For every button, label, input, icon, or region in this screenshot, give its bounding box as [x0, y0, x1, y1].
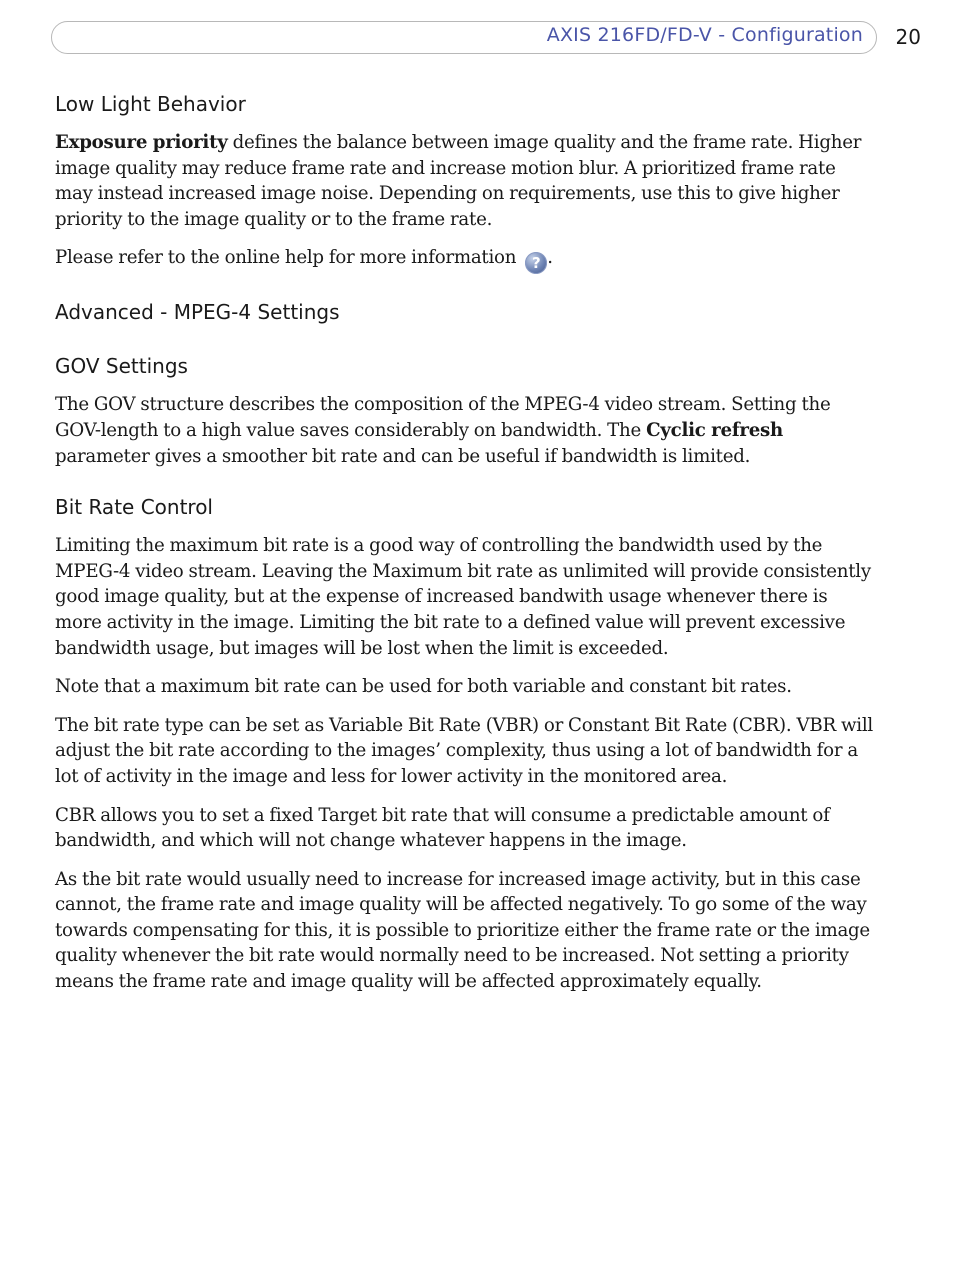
- paragraph-bitrate-5: As the bit rate would usually need to increase for increased image activity, but in this case cannot, the frame rate and image quality will be affected negatively. To go some of the way towards compensating for this, it is possible to prioritize either the frame rate or the image quality whenever the bit rate would normally need to be increased. Not setting a priority means the frame rate and image quality will be affected approximately equally.: [55, 868, 870, 993]
- heading-low-light-behavior: Low Light Behavior: [55, 92, 246, 116]
- paragraph-bitrate-2: Note that a maximum bit rate can be used for both variable and constant bit rates.: [55, 676, 792, 698]
- page-content: [55, 88, 875, 1008]
- paragraph-online-help: [55, 245, 875, 274]
- paragraph-bitrate-1: Limiting the maximum bit rate is a good way of controlling the bandwidth used by the MPEG-4 video stream. Leaving the Maximum bit rate as unlimited will provide consistently good image quality, but at the expense of increased bandwith usage whenever there is more activity in the image. Limiting the bit rate to a defined value will prevent excessive bandwidth usage, but images will be lost when the limit is exceeded.: [55, 535, 871, 659]
- term-exposure-priority: Exposure priority: [55, 132, 228, 153]
- paragraph-text: Please refer to the online help for more information: [55, 247, 522, 269]
- term-cyclic-refresh: Cyclic refresh: [646, 419, 784, 441]
- paragraph-exposure-priority: [55, 130, 875, 232]
- help-icon[interactable]: ?: [525, 252, 547, 274]
- paragraph-text: defines the balance between image quality and the frame rate. Higher image quality may reduce frame rate and increase motion blur. A prioritized frame rate may instead increased image noise. Depending on requirements, use this to give higher priority to the image quality or to the frame rate.: [55, 132, 862, 230]
- paragraph-gov: [55, 392, 875, 469]
- paragraph-text: parameter gives a smoother bit rate and can be useful if bandwidth is limited.: [55, 445, 751, 467]
- paragraph-bitrate-3: The bit rate type can be set as Variable Bit Rate (VBR) or Constant Bit Rate (CBR). VBR will adjust the bit rate according to the images’ complexity, thus using a lot of bandwidth for a lot of activity in the image and less for lower activity in the monitored area.: [55, 714, 873, 787]
- paragraph-period: .: [547, 247, 553, 269]
- heading-bit-rate-control: Bit Rate Control: [55, 495, 213, 520]
- paragraph-bitrate-4: CBR allows you to set a fixed Target bit rate that will consume a predictable amount of bandwidth, and which will not change whatever happens in the image.: [55, 804, 830, 852]
- page-number: 20: [895, 25, 921, 49]
- header-title: AXIS 216FD/FD-V - Configuration: [546, 24, 863, 46]
- heading-advanced-mpeg4: Advanced - MPEG-4 Settings: [55, 300, 340, 325]
- paragraph-text: The GOV structure describes the composition of the MPEG-4 video stream. Setting the GOV-length to a high value saves considerably on bandwidth. The: [55, 394, 831, 441]
- heading-gov-settings: GOV Settings: [55, 354, 188, 379]
